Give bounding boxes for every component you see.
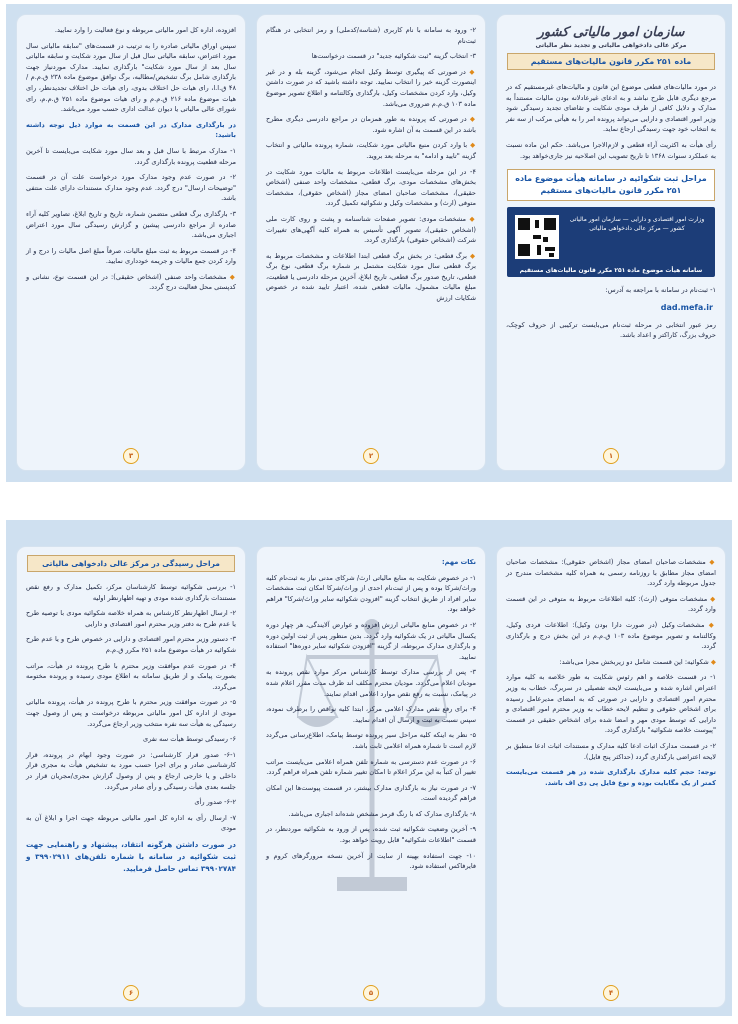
note-2: ۲- در خصوص منابع مالیاتی ارزش افزوده و عوارض آلایندگی، هر چهار دوره یکسال مالیاتی در یک شکوائیه وارد گردد. بدین منظور پس از ثبت اولین دوره و بارگذاری مدارک مربوطه، از گزینه "افزودن شکوائیه سایر دوره‌ها" استفاده نمایید.	[266, 620, 476, 661]
bullet-taxpayer: ◆ مشخصات مودی: تصویر صفحات شناسنامه و پشت و روی کارت ملی (اشخاص حقیقی)، تصویر آگهی تأسیس به همراه کلیه آگهی‌های تغییرات شرکت (اشخاص حقوقی) بارگذاری گردد.	[266, 214, 476, 245]
contact-info: در صورت داشتن هرگونه انتقاد، پیشنهاد و راهنمایی جهت ثبت شکوائیه در سامانه با شماره تلفن‌های ۳۹۹۰۲۹۱۱ و ۳۹۹۰۲۷۸۴ تماس حاصل فرمایید.	[26, 839, 236, 873]
step-1: ۱- ثبت‌نام در سامانه با مراجعه به آدرس:	[605, 286, 716, 295]
review-step-3: ۳- دستور وزیر محترم امور اقتصادی و دارایی در خصوص طرح و یا عدم طرح شکوائیه در هیأت موضوع ماده ۲۵۱ مکرر ق.م.م	[26, 635, 236, 654]
article-banner: ماده ۲۵۱ مکرر قانون مالیات‌های مستقیم	[507, 53, 715, 70]
note-6: ۶- در صورت عدم دسترسی به شماره تلفن همراه اعلامی می‌بایست مراتب تغییر آن کتباً به این مرکز اعلام تا امکان تغییر شماره تلفن همراه فراهم گردد.	[266, 757, 476, 777]
bullet-icon: ◆	[465, 67, 476, 76]
note-10: ۱۰- جهت استفاده بهینه از سایت از آخرین نسخه مرورگرهای کروم و فایرفاکس استفاده شود.	[266, 851, 476, 871]
important-notes-title: نکات مهم:	[442, 558, 476, 566]
bullet-source: ◆ با وارد کردن منبع مالیاتی مورد شکایت، شماره پرونده مالیاتی و انتخاب گزینه "تایید و ادامه" به مرحله بعد بروید.	[266, 141, 476, 160]
doc-rule-4: ۴- در قسمت مربوط به ثبت مبلغ مالیات، صرفاً مبلغ اصل مالیات را درج و از وارد کردن جمع مالیات و جریمه خودداری نمایید.	[26, 246, 236, 266]
bullet-icon: ◆	[707, 594, 716, 603]
complaint-part-2: ۲- در قسمت مدارک اثبات ادعا کلیه مدارک و مستندات اثبات ادعا منطبق بر لایحه اعتراضی بارگذاری گردد (حداکثر پنج فایل).	[506, 741, 716, 761]
qr-code-icon	[515, 215, 559, 259]
bullet-complaint: ◆ شکوائیه: این قسمت شامل دو زیربخش مجزا می‌باشد:	[559, 657, 716, 666]
logo-script: سازمان امور مالیاتی کشور	[537, 25, 685, 40]
website-link[interactable]: dad.mefa.ir	[660, 302, 713, 312]
bullet-deceased: ◆ مشخصات متوفی (ارث): کلیه اطلاعات مربوط به متوفی در این قسمت وارد گردد.	[506, 594, 716, 614]
note-7: ۷- در صورت نیاز به بارگذاری مدارک بیشتر، در قسمت پیوست‌ها این امکان فراهم گردیده است.	[266, 783, 476, 803]
bullet-business-unit: ◆ مشخصات واحد صنفی (اشخاص حقیقی): در این قسمت نوع، نشانی و کدپستی محل فعالیت درج گردد.	[26, 272, 237, 292]
panel-5	[256, 546, 486, 1008]
review-step-6-2: ۶-۲- صدور رأی	[194, 798, 236, 807]
bullet-attorney: ◆ مشخصات وکیل (در صورت دارا بودن وکیل): اطلاعات فردی وکیل، وکالتنامه و تصویر موضوع ماده ۱۰۳ ق.م.م در این بخش درج و بارگذاری گردد.	[506, 620, 716, 651]
page-number: ۶	[123, 985, 139, 1001]
page-number: ۵	[363, 985, 379, 1001]
review-step-6: ۶- رسیدگی توسط هیأت سه نفری	[143, 735, 236, 744]
page-number: ۴	[603, 985, 619, 1001]
bullet-concurrent: ◆ در صورتی که پرونده به طور همزمان در مراجع دادرسی دیگری مطرح باشد در این قسمت به آن اشاره شود.	[266, 115, 476, 134]
note-3: ۳- پس از بررسی مدارک توسط کارشناس مرکز موارد نقص پرونده به مودیان اعلام می‌گردد. مودیان محترم مکلف اند ظرف مدت مقرر اعلام شده در پیامک، نسبت به رفع نقص موارد اعلامی اقدام نمایند.	[266, 668, 476, 698]
bullet-icon: ◆	[467, 141, 476, 150]
logo-subtitle: مرکز عالی دادخواهی مالیاتی و تجدید نظر مالیاتی	[535, 42, 687, 49]
doc-rule-3: ۳- بارگذاری برگ قطعی متضمن شماره، تاریخ و تاریخ ابلاغ، تصاویر کلیه آراء صادره از مراجع دادرسی پیشین و گزارش رسیدگی سال مورد اعتراض اجباری می‌باشد.	[26, 209, 236, 240]
complaint-part-1: ۱- در قسمت خلاصه و اهم رئوس شکایت به طور خلاصه به کلیه موارد اعتراض اشاره شده و می‌بایست لایحه تفصیلی در سربرگ، خطاب به وزیر محترم امور اقتصادی و دارایی در صورتی که به امضای مدیرعامل رسیده برای اشخاص حقوقی و تنظیم لایحه خطاب به وزیر محترم امور اقتصادی و دارایی که توسط مودی مهر و امضا شده برای اشخاص حقیقی در قسمت "پیوست خلاصه شکوائیه" بارگذاری گردد.	[506, 673, 716, 735]
password-note: رمز عبور انتخابی در مرحله ثبت‌نام می‌بایست ترکیبی از حروف کوچک، حروف بزرگ، کاراکتر و اعداد باشد.	[506, 320, 716, 340]
panel-4	[496, 546, 726, 1008]
steps-banner: مراحل ثبت شکوائیه در سامانه هیأت موضوع ماده ۲۵۱ مکرر قانون مالیات‌های مستقیم	[507, 169, 715, 201]
note-9: ۹- آخرین وضعیت شکوائیه ثبت شده، پس از ورود به شکوائیه موردنظر، در قسمت "اطلاعات شکوائیه" قابل رویت خواهد بود.	[266, 825, 476, 845]
review-step-1: ۱- بررسی شکوائیه توسط کارشناسان مرکز، تکمیل مدارک و رفع نقص مستندات بارگذاری شده مودی و تهیه اظهارنظر اولیه	[26, 583, 236, 602]
panel-3	[16, 14, 246, 471]
bullet-icon: ◆	[466, 115, 476, 124]
step-3: ۳- انتخاب گزینه "ثبت شکوائیه جدید" در قسمت درخواست‌ها	[311, 52, 476, 61]
note-4: ۴- برای رفع نقص مدارک اعلامی مرکز، ابتدا کلیه نواقص را برطرف نموده، سپس نسبت به ثبت و ارسال آن اقدام نمایید.	[266, 705, 476, 724]
bullet-icon: ◆	[708, 657, 716, 666]
review-step-6-1: ۶-۱- صدور قرار کارشناسی: در صورت وجود ابهام در پرونده، قرار کارشناسی صادر و برای اجرا حسب مورد به تشخیص هیأت به مجری قرار داخلی و یا خارجی ارجاع و پس از وصول گزارش مجری/مجریان قرار در جلسه بعدی هیأت رسیدگی و رأی صادر می‌گردد.	[26, 750, 236, 791]
bullet-icon: ◆	[467, 251, 477, 260]
documents-paragraph: سپس اوراق مالیاتی صادره را به ترتیب در قسمت‌های "سابقه مالیاتی سال مورد اعتراض، سابقه مالیاتی سال قبل از سال مورد شکایت و سابقه مالیاتی سال بعد از سال مورد شکایت" بارگذاری نمایید. مدارک موردنیاز جهت بارگذاری شامل برگ تشخیص/مطالبه، برگ توافق موضوع ماده ۲۳۸ ق.م.م / ۴۸ ق.ا.ا، رای هیات حل اختلاف بدوی، رای هیات حل اختلاف تجدیدنظر، رای هیات موضوع ماده ۲۱۶ ق.م.م و رای هیات موضوع ماده ۲۵۱ ق.م.م، رای شورای عالی مالیاتی یا دیوان عدالت اداری حسب مورد می‌باشد.	[26, 41, 236, 114]
documents-heading: در بارگذاری مدارک در این قسمت به موارد ذیل توجه داشته باشید:	[26, 120, 236, 140]
review-step-2: ۲- ارسال اظهارنظر کارشناس به همراه خلاصه شکوائیه مودی با توصیه طرح یا عدم طرح به دفتر وزیر محترم امور اقتصادی و دارایی	[26, 609, 236, 628]
step-4: ۴- در این مرحله می‌بایست اطلاعات مربوط به مالیات مورد شکایت در بخش‌های مشخصات مودی، برگ قطعی، مشخصات واحد صنفی (اشخاص حقیقی)، مشخصات صاحبان امضای مجاز (اشخاص حقوقی)، مشخصات متوفی (ارث) و مشخصات وکیل و شکوائیه تکمیل گردد.	[266, 167, 476, 208]
ruling-paragraph: رأی هیأت به اکثریت آراء قطعی و لازم‌الاجرا می‌باشد. حکم این ماده نسبت به عملکرد سنوات ۱۳۶۸ تا تاریخ تصویب این اصلاحیه نیز جاری‌خواهد بود.	[506, 140, 716, 160]
review-step-4: ۴- در صورت عدم موافقت وزیر محترم با طرح پرونده در هیأت، مراتب بصورت پیامک و از طریق سامانه به اطلاع مودی رسیده و پرونده مختومه می‌گردد.	[26, 661, 236, 691]
panel-6	[16, 546, 246, 1008]
continuation-text: افزوده، اداره کل امور مالیاتی مربوطه و نوع فعالیت را وارد نمایید.	[54, 26, 236, 34]
bullet-lawyer: ◆ در صورتی که پیگیری توسط وکیل انجام می‌شود، گزینه بله و در غیر اینصورت گزینه خیر را انتخاب نمایید. توجه داشته باشید که در صورت داشتن وکیل، وارد کردن مشخصات وکیل، بارگذاری وکالتنامه و اطلاع تصویر موضوع ماده ۱۰۳ ق.م.م ضروری می‌باشد.	[266, 67, 476, 108]
bullet-final-sheet: ◆ برگ قطعی: در بخش برگ قطعی ابتدا اطلاعات و مشخصات مربوط به برگ قطعی سال مورد شکایت مشتمل بر شماره برگ قطعی، نوع برگ قطعی، تاریخ صدور برگ قطعی، تاریخ ابلاغ، آخرین مرحله دادرسی یا قطعیت، مبلغ مالیات مشمول، مالیات قطعی شده، اعتبار تایید شده در خصوص شکایات ارزش	[266, 251, 477, 303]
brochure-sheet-back	[6, 520, 732, 1016]
panel-2	[256, 14, 486, 471]
bullet-icon: ◆	[704, 620, 716, 629]
bullet-icon: ◆	[466, 214, 476, 223]
panel-1	[496, 14, 726, 471]
note-8: ۸- بارگذاری مدارک که با رنگ قرمز مشخص شده‌اند اجباری می‌باشد.	[288, 809, 476, 818]
file-size-note: توجه: حجم کلیه مدارک بارگذاری شده در هر قسمت می‌بایست کمتر از یک مگابایت بوده و نوع فایل پی دی اف باشد.	[506, 768, 716, 787]
doc-rule-2: ۲- در صورت عدم وجود مدارک مورد درخواست علت آن در قسمت "توضیحات ارسال" درج گردد. عدم وجود مدارک مستندات دارای علت منتفی باشد.	[26, 173, 236, 203]
review-stages-header: مراحل رسیدگی در مرکز عالی دادخواهی مالیاتی	[27, 555, 235, 572]
bullet-icon: ◆	[705, 558, 717, 566]
note-5: ۵- نظر به اینکه کلیه مراحل سیر پرونده توسط پیامک، اطلاع‌رسانی می‌گردد لازم است تا شماره همراه اعلامی ثابت باشد.	[266, 731, 476, 750]
doc-rule-1: ۱- مدارک مرتبط با سال قبل و بعد سال مورد شکایت می‌بایست تا آخرین مرحله قطعیت پرونده بارگذاری گردد.	[26, 146, 236, 166]
note-1: ۱- در خصوص شکایت به منابع مالیاتی ارث/ شرکای مدنی نیاز به ثبت‌نام کلیه وراث/شرکا بوده و پس از ثبت‌نام احدی از وراث/شرکا امکان ثبت مشخصات سایر افراد از طریق انتخاب گزینه "افزودن شکوائیه سایر وراث/شرکا" فراهم خواهد بود.	[266, 573, 476, 614]
review-step-5: ۵- در صورت موافقت وزیر محترم با طرح پرونده در هیأت، پرونده مالیاتی مودی از اداره کل امور مالیاتی مربوطه درخواست و پس از وصول جهت رسیدگی به هیأت سه نفره منتخب وزیر ارجاع می‌گردد.	[26, 698, 236, 728]
bullet-signatories: ◆ مشخصات صاحبان امضای مجاز (اشخاص حقوقی): مشخصات صاحبان امضای مجاز مطابق با روزنامه رسمی به همراه کلیه مشخصات مندرج در جدول مربوطه وارد گردد.	[506, 558, 717, 588]
review-step-7: ۷- ارسال رأی به اداره کل امور مالیاتی مربوطه جهت اجرا و ابلاغ آن به مودی	[26, 813, 236, 833]
page-number: ۱	[603, 448, 619, 464]
qr-card-text: وزارت امور اقتصادی و دارایی — سازمان امور مالیاتی کشور — مرکز عالی دادخواهی مالیاتی	[569, 216, 705, 233]
qr-card	[507, 207, 715, 277]
page-number: ۳	[123, 448, 139, 464]
bullet-icon: ◆	[226, 272, 237, 281]
step-2: ۲- ورود به سامانه با نام کاربری (شناسه/کدملی) و رمز انتخابی در هنگام ثبت‌نام	[266, 26, 476, 45]
page-number: ۲	[363, 448, 379, 464]
brochure-sheet-front	[6, 4, 732, 482]
intro-paragraph: در مورد مالیات‌های قطعی موضوع این قانون و مالیات‌های غیرمستقیم که در مرجع دیگری قابل طرح نباشد و به ادعای غیرعادلانه بودن مالیات مستنداً به مدارک و دلایل کافی از طرف مودی شکایت و تقاضای تجدید رسیدگی شود وزیر امور اقتصادی و دارایی می‌تواند پرونده امر را به هیأتی مرکب از سه نفر به انتخاب خود جهت رسیدگی ارجاع نماید.	[506, 83, 716, 134]
logo	[497, 25, 725, 49]
qr-card-caption: سامانه هیأت موضوع ماده ۲۵۱ مکرر قانون مالیات‌های مستقیم	[519, 267, 703, 275]
